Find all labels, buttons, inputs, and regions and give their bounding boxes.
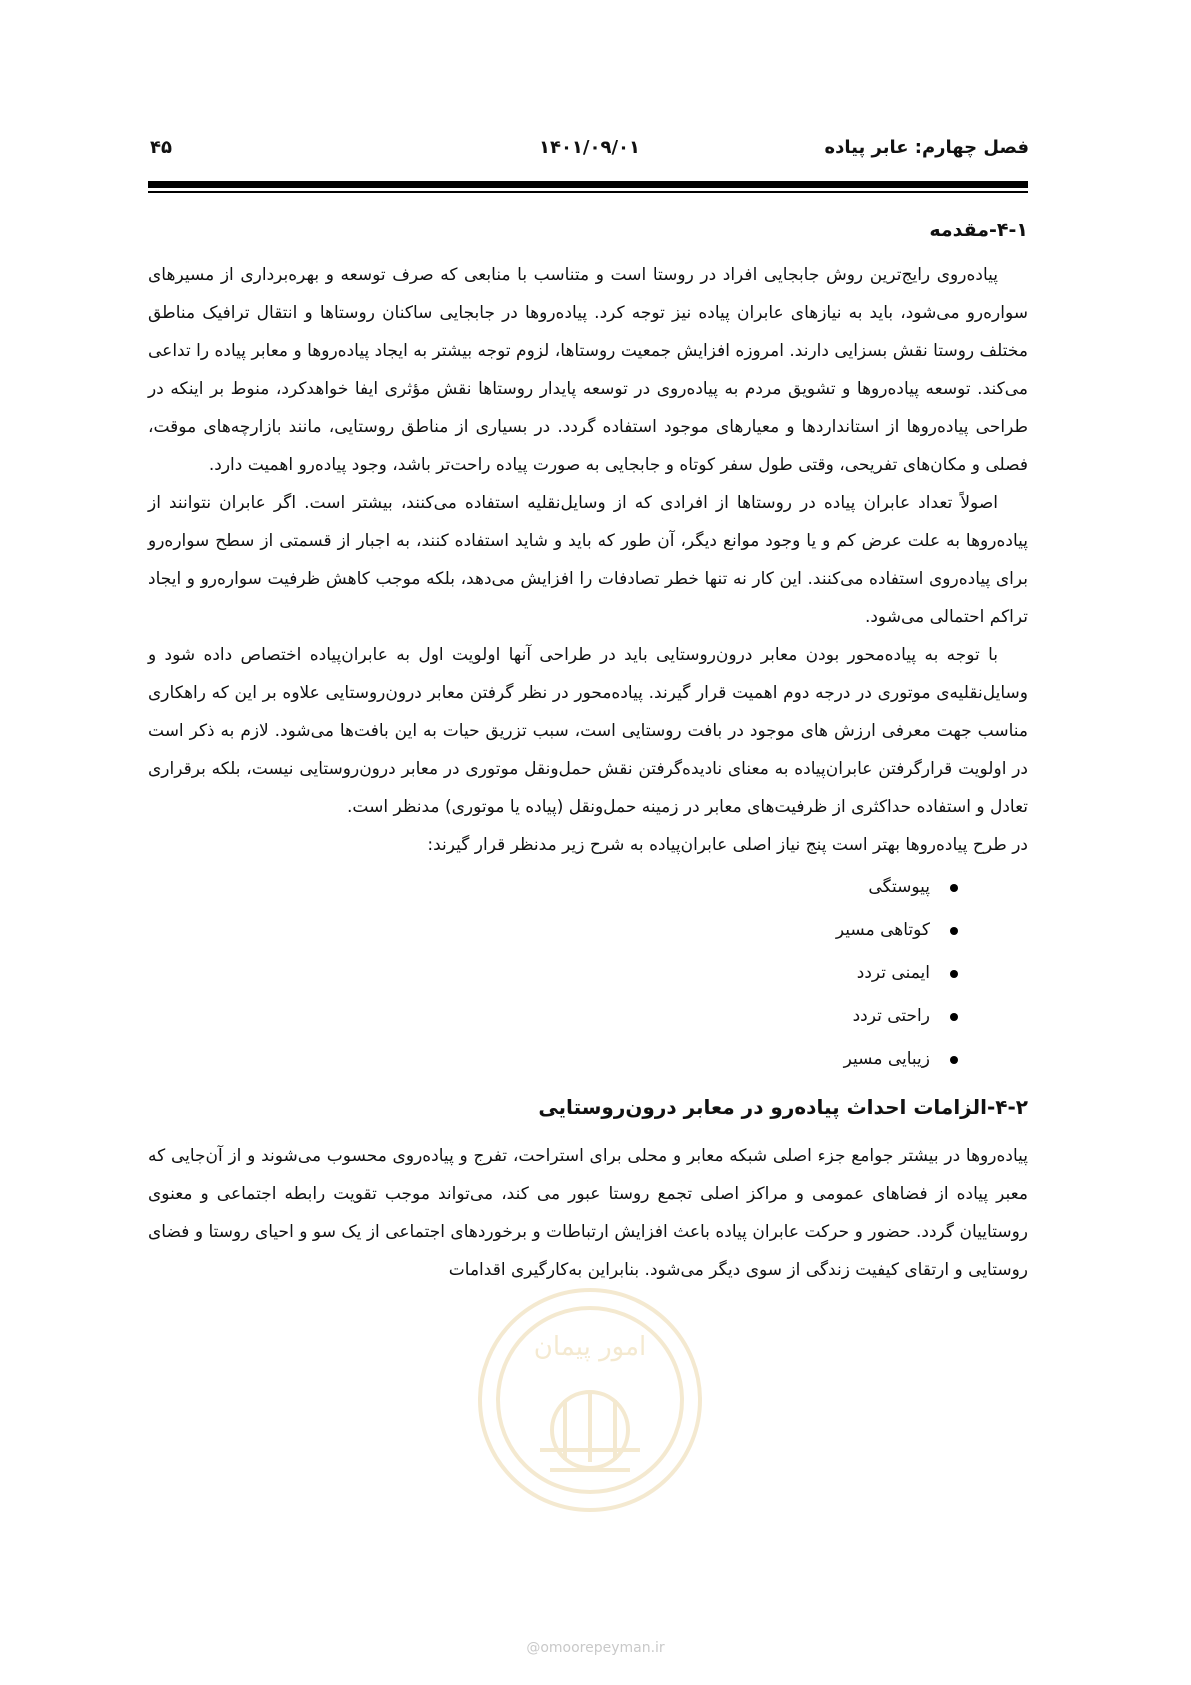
chapter-title: فصل چهارم: عابر پیاده: [824, 136, 1029, 158]
needs-list: [148, 866, 1028, 1081]
bullet-icon: [950, 970, 958, 978]
watermark-logo-icon: [470, 1280, 710, 1520]
section-heading-requirements: ۴-۲-الزامات احداث پیاده‌رو در معابر درون‌روستایی: [538, 1095, 1028, 1119]
page-number: ۴۵: [150, 136, 172, 158]
list-item-text: پیوستگی: [868, 877, 930, 897]
header-date: ۱۴۰۱/۰۹/۰۱: [538, 136, 641, 158]
bullet-icon: [950, 927, 958, 935]
intro-paragraph-1: پیاده‌روی رایج‌ترین روش جابجایی افراد در روستا است و متناسب با منابعی که صرف توسعه و بهره‌برداری از مسیرهای سواره‌رو می‌شود، باید به نیازهای عابران پیاده نیز توجه کرد. پیاده‌روها در جابجایی ساکنان روستاها و انتقال ترافیک مناطق مختلف روستا نقش بسزایی دارند. امروزه افزایش جمعیت روستاها، لزوم توجه بیشتر به ایجاد پیاده‌روها و معابر پیاده را تداعی می‌کند. توسعه پیاده‌روها و تشویق مردم به پیاده‌روی در توسعه پایدار روستاها نقش مؤثری ایفا خواهدکرد، منوط بر اینکه در طراحی پیاده‌روها از استانداردها و معیارهای موجود استفاده گردد. در بسیاری از مناطق روستایی، مانند بازارچه‌های موقت، فصلی و مکان‌های تفریحی، وقتی طول سفر کوتاه و جابجایی به صورت پیاده راحت‌تر باشد، وجود پیاده‌رو اهمیت دارد.: [148, 265, 1028, 475]
watermark-logo-text: امور پیمان: [533, 1332, 647, 1362]
list-item: [148, 995, 958, 1038]
list-item: [148, 952, 958, 995]
section-heading-intro: ۴-۱-مقدمه: [929, 219, 1028, 241]
intro-paragraph-3: با توجه به پیاده‌محور بودن معابر درون‌روستایی باید در طراحی آنها اولویت اول به عابران‌پیاده اختصاص داده شود و وسایل‌نقلیه‌ی موتوری در درجه دوم اهمیت قرار گیرند. پیاده‌محور در نظر گرفتن معابر درون‌روستایی علاوه بر این که راهکاری مناسب جهت معرفی ارزش های موجود در بافت روستایی است، سبب تزریق حیات به این بافت‌ها می‌شود. لازم به ذکر است در اولویت قرارگرفتن عابران‌پیاده به معنای نادیده‌گرفتن نقش حمل‌ونقل موتوری در معابر درون‌روستایی نیست، بلکه برقراری تعادل و استفاده حداکثری از ظرفیت‌های معابر در زمینه حمل‌ونقل (پیاده یا موتوری) مدنظر است.: [148, 645, 1028, 817]
page-header: [150, 130, 1029, 164]
list-item: [148, 866, 958, 909]
list-intro: در طرح پیاده‌روها بهتر است پنج نیاز اصلی عابران‌پیاده به شرح زیر مدنظر قرار گیرند:: [427, 835, 1028, 855]
intro-paragraph-2: اصولاً تعداد عابران پیاده در روستاها از افرادی که از وسایل‌نقلیه استفاده می‌کنند، بیشتر است. اگر عابران نتوانند از پیاده‌روها به علت عرض کم و یا وجود موانع دیگر، آن طور که باید و شاید استفاده کنند، به اجبار از قسمتی از سطح سواره‌رو برای پیاده‌روی استفاده می‌کنند. این کار نه تنها خطر تصادفات را افزایش می‌دهد، بلکه موجب کاهش ظرفیت سواره‌رو و ایجاد تراکم احتمالی می‌شود.: [148, 493, 1028, 627]
bullet-icon: [950, 1056, 958, 1064]
list-item: [148, 909, 958, 952]
watermark-url: @omoorepeyman.ir: [526, 1640, 665, 1656]
list-item: [148, 1038, 958, 1081]
bullet-icon: [950, 884, 958, 892]
header-rule-thin: [148, 191, 1028, 193]
header-rule-thick: [148, 181, 1028, 188]
page-body: [148, 210, 1028, 1289]
list-item-text: زیبایی مسیر: [843, 1049, 930, 1069]
list-item-text: ایمنی تردد: [856, 963, 930, 983]
list-item-text: راحتی تردد: [852, 1006, 930, 1026]
requirements-paragraph: پیاده‌روها در بیشتر جوامع جزء اصلی شبکه معابر و محلی برای استراحت، تفرج و پیاده‌روی محسوب می‌شوند و از آن‌جایی که معبر پیاده از فضاهای عمومی و مراکز اصلی تجمع روستا عبور می کند، می‌تواند موجب تقویت رابطه اجتماعی و معنوی روستاییان گردد. حضور و حرکت عابران پیاده باعث افزایش ارتباطات و برخوردهای اجتماعی از یک سو و احیای روستا و فضای روستایی و ارتقای کیفیت زندگی از سوی دیگر می‌شود. بنابراین به‌کارگیری اقدامات: [148, 1146, 1028, 1280]
list-item-text: کوتاهی مسیر: [835, 920, 930, 940]
bullet-icon: [950, 1013, 958, 1021]
